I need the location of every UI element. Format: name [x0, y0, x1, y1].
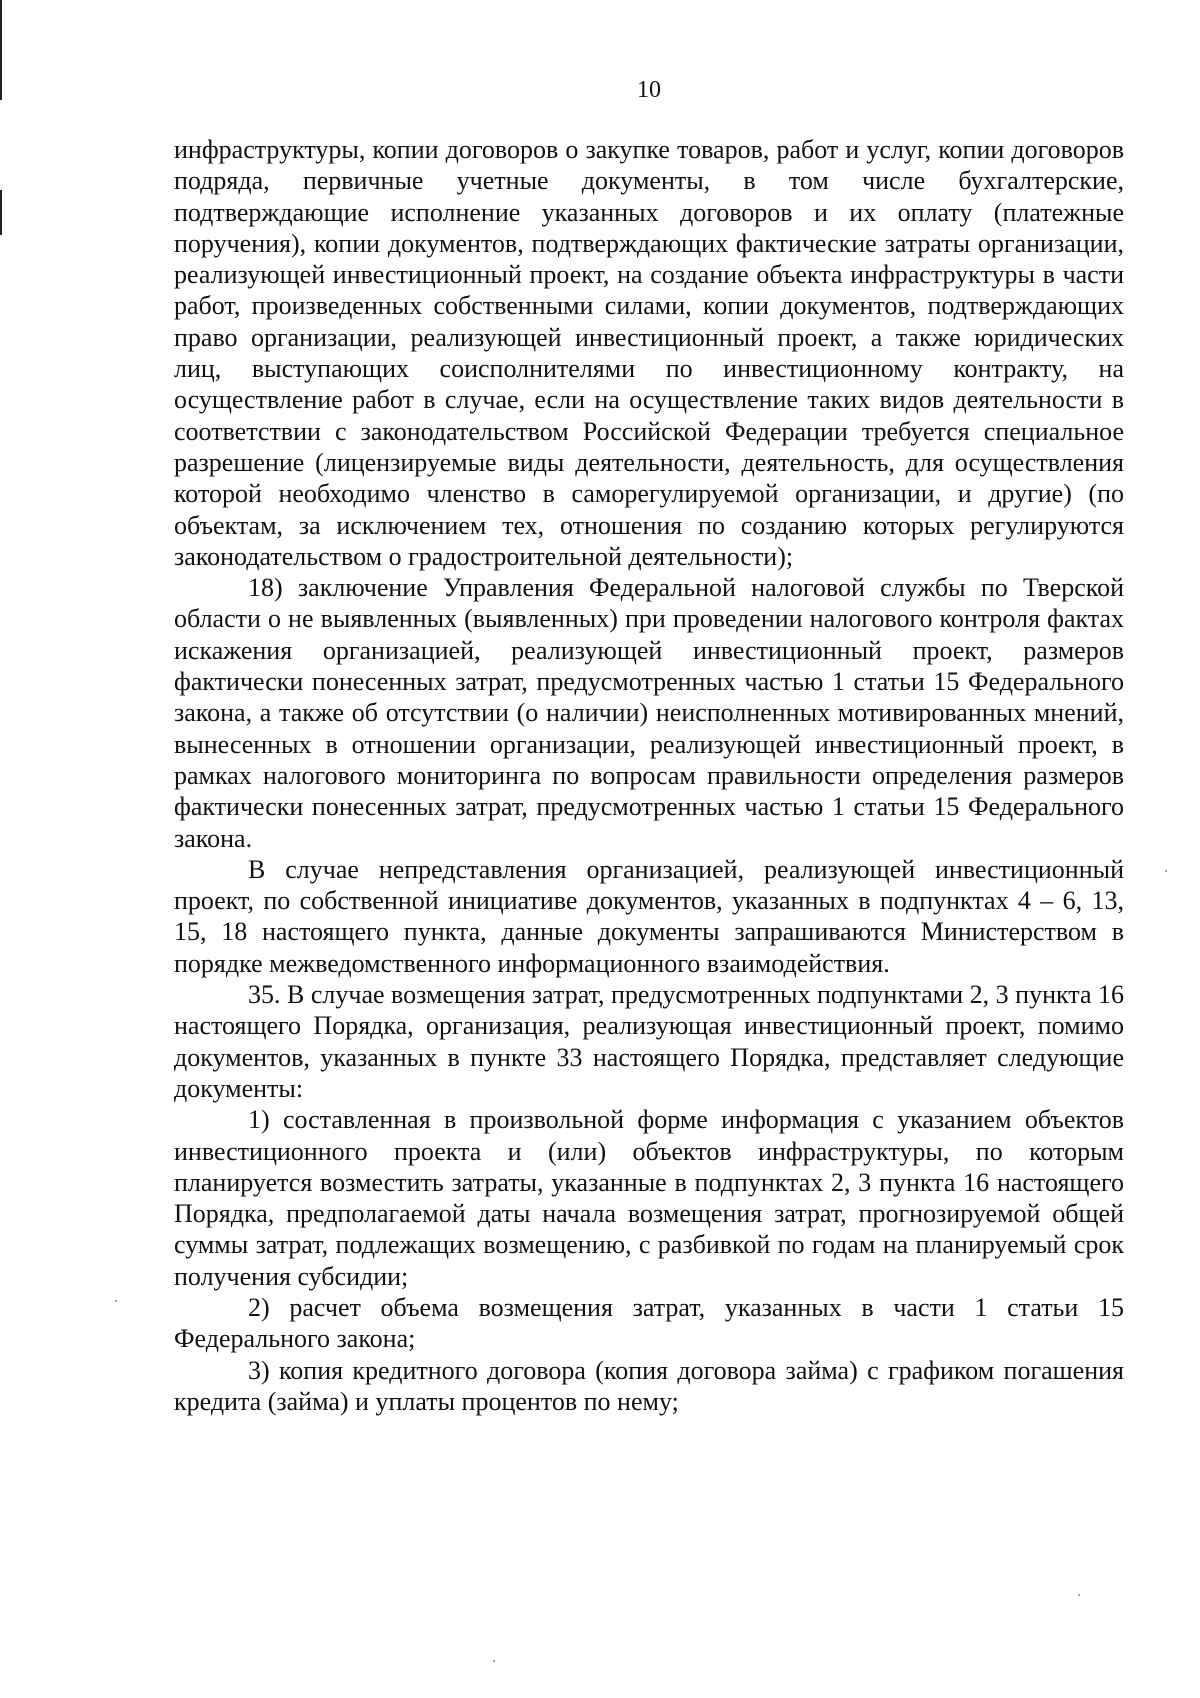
scan-speck [1078, 1594, 1080, 1596]
document-body [174, 134, 1124, 1417]
scan-speck [115, 1300, 117, 1302]
paragraph-item-2: 2) расчет объема возмещения затрат, указанных в части 1 статьи 15 Федерального закона; [174, 1292, 1124, 1354]
page-number: 10 [637, 77, 661, 103]
paragraph-item-18: 18) заключение Управления Федеральной налоговой службы по Тверской области о не выявленных (выявленных) при проведении налогового контроля фактах искажения организацией, реализующей инвестиционный проект, размеров фактически понесенных затрат, предусмотренных частью 1 статьи 15 Федерального закона, а также об отсутствии (о наличии) неисполненных мотивированных мнений, вынесенных в отношении организации, реализующей инвестиционный проект, в рамках налогового мониторинга по вопросам правильности определения размеров фактически понесенных затрат, предусмотренных частью 1 статьи 15 Федерального закона. [174, 573, 1124, 853]
paragraph-continuation: инфраструктуры, копии договоров о закупке товаров, работ и услуг, копии договоров подряда, первичные учетные документы, в том числе бухгалтерские, подтверждающие исполнение указанных договоров и их оплату (платежные поручения), копии документов, подтверждающих фактические затраты организации, реализующей инвестиционный проект, на создание объекта инфраструктуры в части работ, произведенных собственными силами, копии документов, подтверждающих право организации, реализующей инвестиционный проект, а также юридических лиц, выступающих соисполнителями по инвестиционному контракту, на осуществление работ в случае, если на осуществление таких видов деятельности в соответствии с законодательством Российской Федерации требуется специальное разрешение (лицензируемые виды деятельности, деятельность, для осуществления которой необходимо членство в саморегулируемой организации, и другие) (по объектам, за исключением тех, отношения по созданию которых регулируются законодательством о градостроительной деятельности); [174, 135, 1124, 571]
scan-edge-mark [0, 190, 2, 235]
scan-speck [493, 1660, 495, 1662]
scan-speck [1165, 870, 1167, 872]
paragraph-item-1: 1) составленная в произвольной форме информация с указанием объектов инвестиционного проекта и (или) объектов инфраструктуры, по которым планируется возместить затраты, указанные в подпунктах 2, 3 пункта 16 настоящего Порядка, предполагаемой даты начала возмещения затрат, прогнозируемой общей суммы затрат, подлежащих возмещению, с разбивкой по годам на планируемый срок получения субсидии; [174, 1105, 1124, 1291]
paragraph-non-submission: В случае непредставления организацией, реализующей инвестиционный проект, по собственной инициативе документов, указанных в подпунктах 4 – 6, 13, 15, 18 настоящего пункта, данные документы запрашиваются Министерством в порядке межведомственного информационного взаимодействия. [174, 854, 1124, 978]
paragraph-clause-35: 35. В случае возмещения затрат, предусмотренных подпунктами 2, 3 пункта 16 настоящего Порядка, организация, реализующая инвестиционный проект, помимо документов, указанных в пункте 33 настоящего Порядка, представляет следующие документы: [174, 980, 1124, 1103]
paragraph-item-3: 3) копия кредитного договора (копия договора займа) с графиком погашения кредита (займа) и уплаты процентов по нему; [174, 1355, 1124, 1416]
